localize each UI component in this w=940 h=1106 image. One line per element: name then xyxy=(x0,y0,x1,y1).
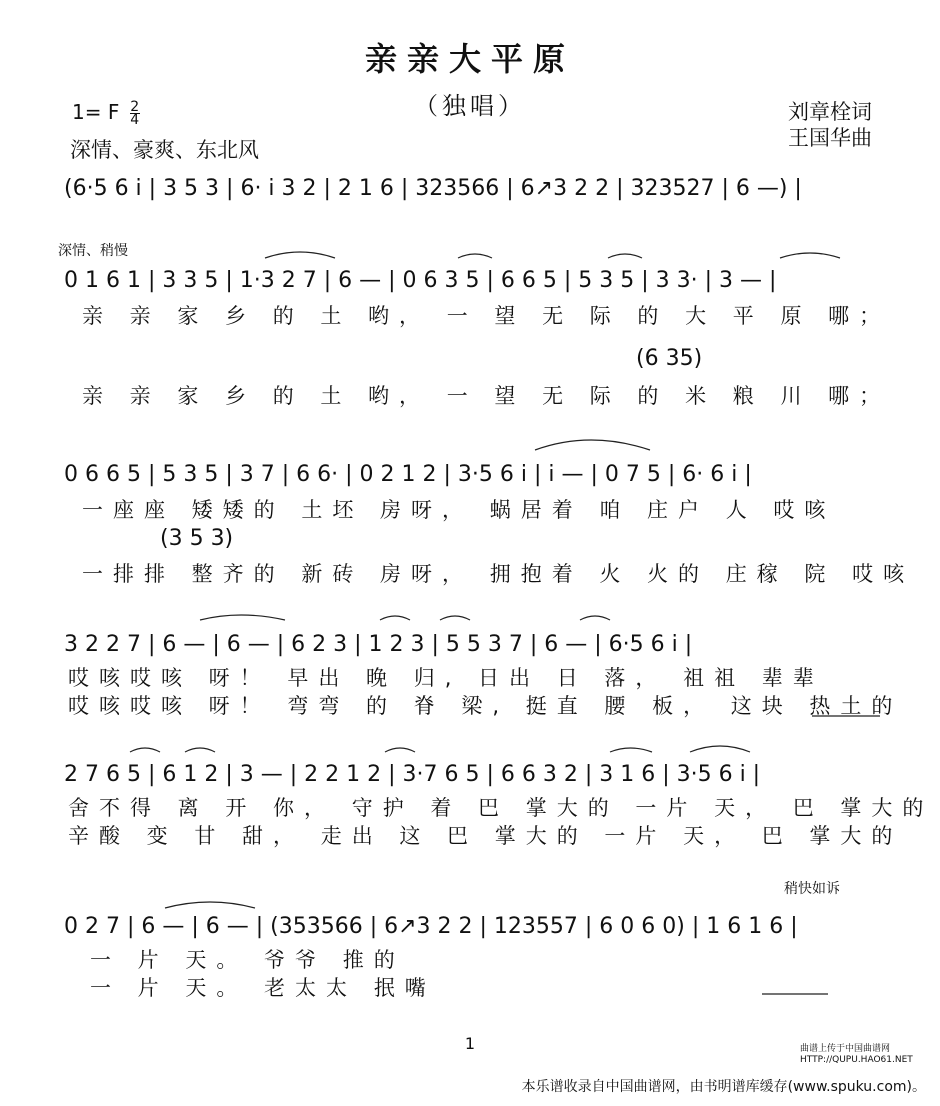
composer-credit: 王国华曲 xyxy=(788,126,872,150)
page-number: 1 xyxy=(464,1034,476,1053)
time-signature-top: 2 xyxy=(130,99,140,115)
score-title: 亲亲大平原 xyxy=(364,40,575,78)
system-6-lyric-verse-2: 一 片 天。 老太太 抿嘴 xyxy=(90,976,436,1000)
key-signature xyxy=(72,100,140,126)
time-signature xyxy=(130,101,140,126)
score-subtitle: （独唱） xyxy=(414,92,526,120)
upload-note-line-1: 曲谱上传于中国曲谱网 xyxy=(800,1044,891,1054)
system-3-alternate-notes: (3 5 3) xyxy=(160,526,234,551)
time-signature-bottom: 4 xyxy=(130,112,140,128)
source-footer: 本乐谱收录自中国曲谱网，由书明谱库缓存(www.spuku.com)。 xyxy=(521,1079,926,1095)
system-2-lyric-verse-2: 亲 亲 家 乡 的 土 哟， 一 望 无 际 的 米 粮 川 哪； xyxy=(82,384,891,408)
key-label: 1= F xyxy=(72,100,120,124)
upload-note-line-2: HTTP://QUPU.HAO61.NET xyxy=(800,1055,913,1065)
system-4-lyric-verse-1: 哎咳哎咳 呀！ 早出 晚 归, 日出 日 落， 祖祖 辈辈 xyxy=(68,666,824,690)
lyricist-credit: 刘章栓词 xyxy=(788,100,872,124)
expression-marking: 深情、豪爽、东北风 xyxy=(70,138,259,162)
system-4-lyric-verse-2: 哎咳哎咳 呀！ 弯弯 的 脊 梁, 挺直 腰 板， 这块 热土的 xyxy=(68,694,903,718)
system-6-lyric-verse-1: 一 片 天。 爷爷 推的 xyxy=(90,948,405,972)
upload-note xyxy=(800,1044,913,1066)
system-3-lyric-verse-1: 一座座 矮矮的 土坯 房呀， 蜗居着 咱 庄户 人 哎咳 xyxy=(82,498,836,522)
system-1-notes: (6·5 6 i | 3 5 3 | 6· i 3 2 | 2 1 6 | 323566 | 6↗3 2 2 | 323527 | 6 —) | xyxy=(64,176,802,201)
system-3-lyric-verse-2: 一排排 整齐的 新砖 房呀， 拥抱着 火 火的 庄稼 院 哎咳 xyxy=(82,562,915,586)
system-5-notes: 2 7 6 5 | 6 1 2 | 3 — | 2 2 1 2 | 3·7 6 5 | 6 6 3 2 | 3 1 6 | 3·5 6 i | xyxy=(64,762,761,787)
system-5-lyric-verse-1: 舍不得 离 开 你， 守护 着 巴 掌大的 一片 天， 巴 掌大的 xyxy=(68,796,934,820)
system-2-alternate-notes: (6 35) xyxy=(636,346,703,371)
system-4-notes: 3 2 2 7 | 6 — | 6 — | 6 2 3 | 1 2 3 | 5 5 3 7 | 6 — | 6·5 6 i | xyxy=(64,632,693,657)
system-6-marking: 稍快如诉 xyxy=(784,881,840,897)
system-5-lyric-verse-2: 辛酸 变 甘 甜， 走出 这 巴 掌大的 一片 天， 巴 掌大的 xyxy=(68,824,903,848)
system-2-notes: 0 1 6 1 | 3 3 5 | 1·3 2 7 | 6 — | 0 6 3 5 | 6 6 5 | 5 3 5 | 3 3· | 3 — | xyxy=(64,268,777,293)
system-3-notes: 0 6 6 5 | 5 3 5 | 3 7 | 6 6· | 0 2 1 2 | 3·5 6 i | i — | 0 7 5 | 6· 6 i | xyxy=(64,462,752,487)
system-6-notes: 0 2 7 | 6 — | 6 — | (353566 | 6↗3 2 2 | 123557 | 6 0 6 0) | 1 6 1 6 | xyxy=(64,914,798,939)
system-2-lyric-verse-1: 亲 亲 家 乡 的 土 哟， 一 望 无 际 的 大 平 原 哪； xyxy=(82,304,891,328)
system-2-marking: 深情、稍慢 xyxy=(58,243,128,259)
